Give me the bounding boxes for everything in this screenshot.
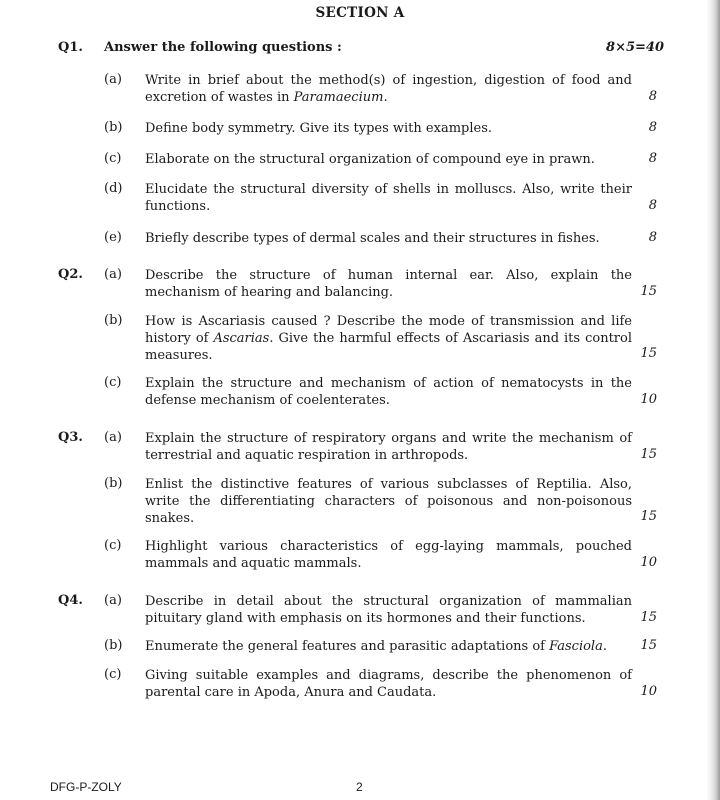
- part-label: (a): [104, 430, 122, 445]
- section-title: SECTION A: [315, 5, 405, 21]
- page-number: 2: [356, 780, 363, 794]
- question-text: Define body symmetry. Give its types with examples.: [145, 121, 492, 136]
- part-label: (c): [104, 667, 122, 682]
- part-label: (a): [104, 267, 122, 282]
- species-name: Ascarias: [213, 331, 270, 346]
- question-text: Describe the structure of human internal ear. Also, explain the mechanism of hearing and balancing.: [145, 268, 632, 300]
- part-label: (b): [104, 638, 123, 653]
- question-marks-q1: 8×5=40: [606, 40, 664, 55]
- question-text: Explain the structure of respiratory organs and write the mechanism of terrestrial and aquatic respiration in arthropods.: [145, 431, 632, 463]
- question-text: Enumerate the general features and parasitic adaptations of Fasciola.: [145, 639, 607, 654]
- question-number-q2: Q2.: [58, 267, 83, 282]
- page-edge-shadow: [706, 0, 720, 800]
- marks: 15: [640, 346, 657, 361]
- marks: 15: [640, 509, 657, 524]
- question-title-q1: Answer the following questions :: [104, 40, 342, 55]
- part-label: (c): [104, 538, 122, 553]
- marks: 10: [640, 684, 657, 699]
- species-name: Paramaecium: [293, 90, 384, 105]
- marks: 8: [648, 151, 657, 166]
- part-label: (a): [104, 72, 122, 87]
- marks: 15: [640, 638, 657, 653]
- marks: 10: [640, 555, 657, 570]
- marks: 15: [640, 447, 657, 462]
- question-number-q1: Q1.: [58, 40, 83, 55]
- marks: 15: [640, 284, 657, 299]
- question-number-q3: Q3.: [58, 430, 83, 445]
- question-text: Giving suitable examples and diagrams, describe the phenomenon of parental care in Apoda, Anura and Caudata.: [145, 668, 632, 700]
- question-text: Highlight various characteristics of egg-laying mammals, pouched mammals and aquatic mammals.: [145, 539, 632, 571]
- marks: 8: [648, 230, 657, 245]
- question-text: Elucidate the structural diversity of shells in molluscs. Also, write their functions.: [145, 182, 632, 214]
- question-text: Enlist the distinctive features of various subclasses of Reptilia. Also, write the differentiating characters of poisonous and non-poisonous snakes.: [145, 477, 632, 526]
- part-label: (d): [104, 181, 123, 196]
- part-label: (b): [104, 120, 123, 135]
- part-label: (c): [104, 151, 122, 166]
- marks: 8: [648, 198, 657, 213]
- species-name: Fasciola: [549, 639, 603, 654]
- question-text: Describe in detail about the structural organization of mammalian pituitary gland with emphasis on its hormones and their functions.: [145, 594, 632, 626]
- part-label: (b): [104, 313, 123, 328]
- marks: 10: [640, 392, 657, 407]
- marks: 15: [640, 610, 657, 625]
- part-label: (a): [104, 593, 122, 608]
- part-label: (c): [104, 375, 122, 390]
- part-label: (b): [104, 476, 123, 491]
- part-label: (e): [104, 230, 122, 245]
- question-text: Briefly describe types of dermal scales and their structures in fishes.: [145, 231, 600, 246]
- paper-code: DFG-P-ZOLY: [50, 780, 122, 794]
- question-number-q4: Q4.: [58, 593, 83, 608]
- question-text: Write in brief about the method(s) of ingestion, digestion of food and excretion of wastes in Paramaecium.: [145, 73, 632, 105]
- marks: 8: [648, 120, 657, 135]
- question-text: Explain the structure and mechanism of action of nematocysts in the defense mechanism of coelenterates.: [145, 376, 632, 408]
- question-text: Elaborate on the structural organization of compound eye in prawn.: [145, 152, 595, 167]
- marks: 8: [648, 89, 657, 104]
- question-text: How is Ascariasis caused ? Describe the mode of transmission and life history of Ascarias. Give the harmful effects of Ascariasis and its control measures.: [145, 314, 632, 363]
